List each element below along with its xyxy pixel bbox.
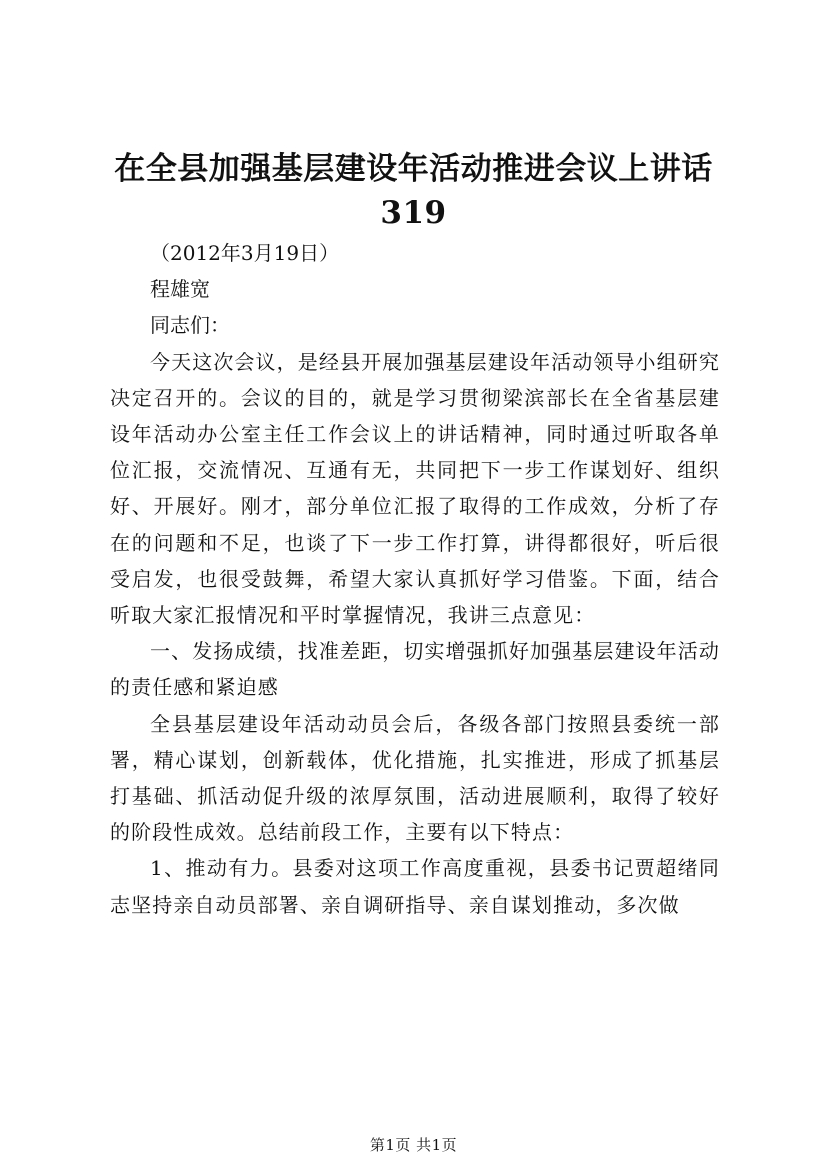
speaker-name: 程雄宽 [150, 277, 210, 302]
page-footer: 第1页 共1页 [369, 1136, 458, 1154]
document-title [110, 147, 717, 235]
section-heading-1: 一、发扬成绩，找准差距，切实增强抓好加强基层建设年活动的责任感和紧迫感 [110, 639, 720, 700]
title-line-2: 319 [380, 195, 447, 231]
paragraph-summary: 全县基层建设年活动动员会后，各级各部门按照县委统一部署，精心谋划，创新载体，优化措施，扎实推进，形成了抓基层打基础、抓活动促升级的浓厚氛围，活动进展顺利，取得了较好的阶段性成效。总结前段工作，主要有以下特点： [110, 711, 720, 845]
speech-date: （2012年3月19日） [150, 241, 340, 265]
salutation: 同志们： [150, 313, 230, 338]
document-body [110, 235, 720, 923]
title-line-1: 在全县加强基层建设年活动推进会议上讲话 [114, 151, 713, 187]
paragraph-intro: 今天这次会议，是经县开展加强基层建设年活动领导小组研究决定召开的。会议的目的，就是学习贯彻梁滨部长在全省基层建设年活动办公室主任工作会议上的讲话精神，同时通过听取各单位汇报，交流情况、互通有无，共同把下一步工作谋划好、组织好、开展好。刚才，部分单位汇报了取得的工作成效，分析了存在的问题和不足，也谈了下一步工作打算，讲得都很好，听后很受启发，也很受鼓舞，希望大家认真抓好学习借鉴。下面，结合听取大家汇报情况和平时掌握情况，我讲三点意见： [110, 349, 720, 628]
paragraph-point-1: 1、推动有力。县委对这项工作高度重视，县委书记贾超绪同志坚持亲自动员部署、亲自调研指导、亲自谋划推动，多次做 [110, 856, 720, 917]
